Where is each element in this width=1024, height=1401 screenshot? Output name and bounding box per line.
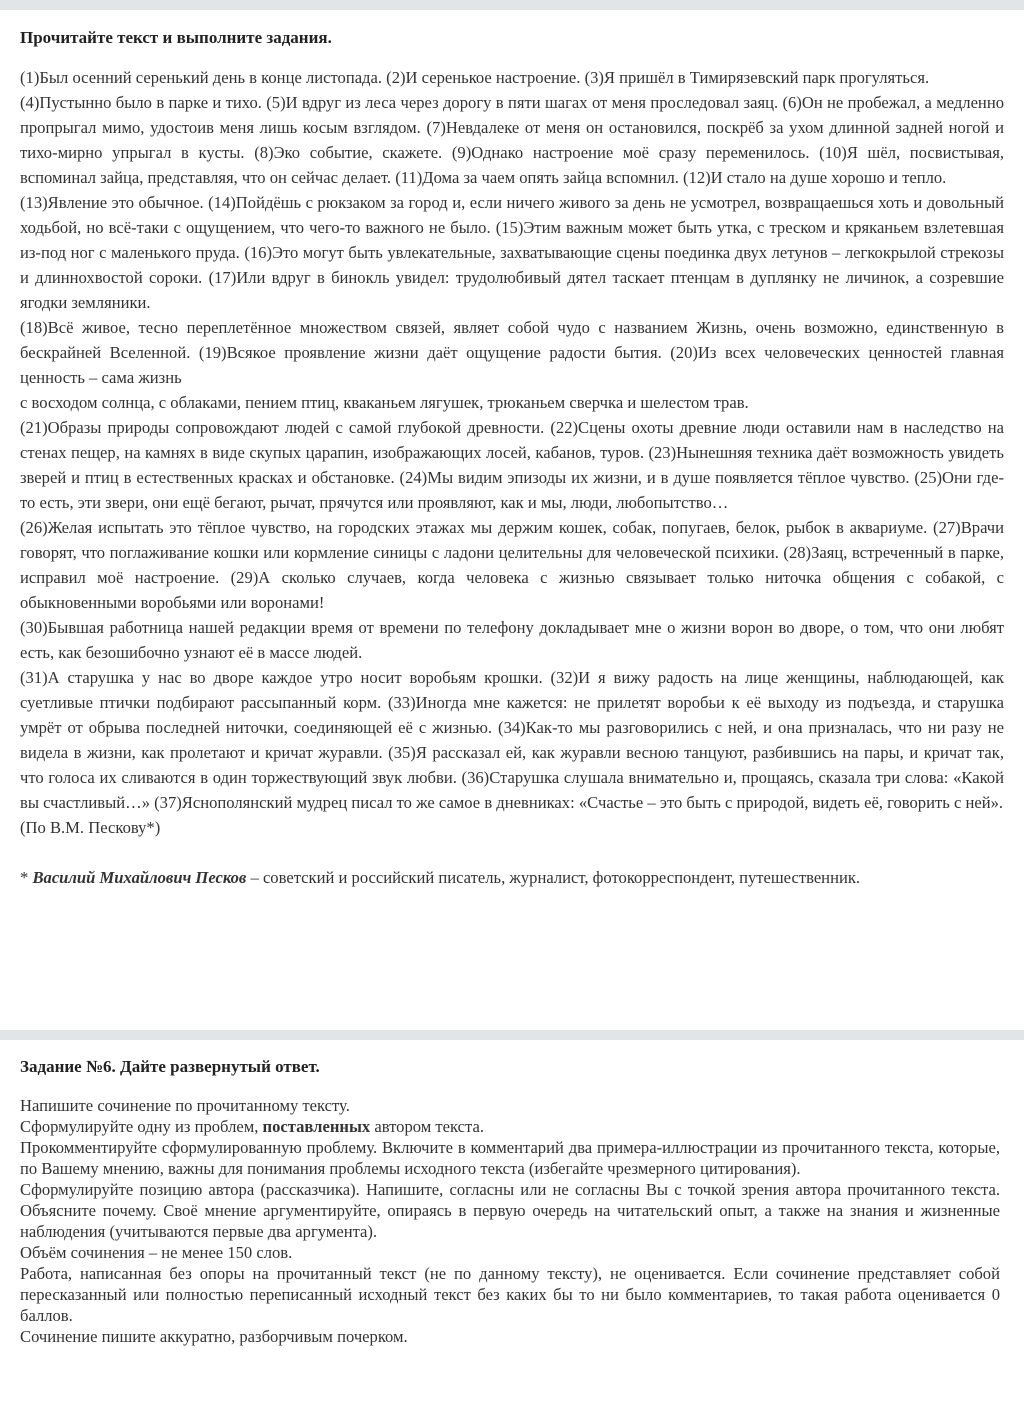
footnote-description: – советский и российский писатель, журналист, фотокорреспондент, путешественник. <box>246 868 861 887</box>
task-instruction: Объём сочинения – не менее 150 слов. <box>20 1243 293 1262</box>
top-divider-bar <box>0 0 1024 10</box>
reading-text-section <box>0 10 1024 890</box>
section-heading: Прочитайте текст и выполните задания. <box>20 28 332 47</box>
footnote-marker: * <box>20 868 33 887</box>
instruction-text: автором текста. <box>370 1117 484 1136</box>
text-paragraph: (21)Образы природы сопровождают людей с самой глубокой древности. (22)Сцены охоты древние люди оставили нам в наследство на стенах пещер, на камнях в виде скупых царапин, изображающих лосей, кабанов, туров. (23)Нынешняя техника даёт возможность увидеть зверей и птиц в естественных красках и обстановке. (24)Мы видим эпизоды их жизни, и в душе появляется тёплое чувство. (25)Они где-то есть, эти звери, они ещё бегают, рычат, прячутся или проявляют, как и мы, люди, любопытство… <box>20 418 1004 512</box>
task-instruction: Напишите сочинение по прочитанному тексту. <box>20 1096 350 1115</box>
text-source: (По В.М. Пескову*) <box>20 818 161 837</box>
reading-text <box>20 65 1004 840</box>
instruction-bold-text: поставленных <box>262 1117 371 1136</box>
instruction-text: Сформулируйте одну из проблем, <box>20 1117 263 1136</box>
text-paragraph: (31)А старушка у нас во дворе каждое утро носит воробьям крошки. (32)И я вижу радость на лице женщины, наблюдающей, как суетливые птички подбирают рассыпанный корм. (33)Иногда мне кажется: не прилетят воробьи к её выходу из подъезда, и старушка умрёт от обрыва последней ниточки, соединяющей её с жизнью. (34)Как-то мы разговорились с ней, и она призналась, что ни разу не видела в жизни, как пролетают и кричат журавли. (35)Я рассказал ей, как журавли весною танцуют, разбившись на пары, и кричат так, что голоса их сливаются в один торжествующий звук любви. (36)Старушка слушала внимательно и, прощаясь, сказала три слова: «Какой вы счастливый…» (37)Яснополянский мудрец писал то же самое в дневниках: «Счастье – это быть с природой, видеть её, говорить с ней». <box>20 668 1004 812</box>
task-heading: Задание №6. Дайте развернутый ответ. <box>20 1057 320 1076</box>
text-paragraph: (26)Желая испытать это тёплое чувство, на городских этажах мы держим кошек, собак, попугаев, белок, рыбок в аквариуме. (27)Врачи говорят, что поглаживание кошки или кормление синицы с ладони целительны для человеческой психики. (28)Заяц, встреченный в парке, исправил моё настроение. (29)А сколько случаев, когда человека с жизнью связывает только ниточка общения с собакой, с обыкновенными воробьями или воронами! <box>20 518 1004 612</box>
task-instruction: Работа, написанная без опоры на прочитанный текст (не по данному тексту), не оценивается. Если сочинение представляет собой пересказанный или полностью переписанный исходный текст без каких бы то ни было комментариев, то такая работа оценивается 0 баллов. <box>20 1264 1000 1325</box>
author-footnote <box>20 865 1004 890</box>
task-instruction: Сочинение пишите аккуратно, разборчивым почерком. <box>20 1327 408 1346</box>
section-divider-bar <box>0 1030 1024 1040</box>
text-paragraph: (13)Явление это обычное. (14)Пойдёшь с рюкзаком за город и, если ничего живого за день не усмотрел, возвращаешься хоть и довольный ходьбой, но всё-таки с ощущением, что чего-то важного не было. (15)Этим важным может быть утка, с треском и кряканьем взлетевшая из-под ног с маленького пруда. (16)Это могут быть увлекательные, захватывающие сцены поединка двух летунов – легкокрылой стрекозы и длиннохвостой сороки. (17)Или вдруг в бинокль увидел: трудолюбивый дятел таскает птенцам в дуплянку не личинок, а созревшие ягодки земляники. <box>20 193 1004 312</box>
text-paragraph: (4)Пустынно было в парке и тихо. (5)И вдруг из леса через дорогу в пяти шагах от меня проследовал заяц. (6)Он не пробежал, а медленно пропрыгал мимо, удостоив меня лишь косым взглядом. (7)Невдалеке от меня он остановился, поскрёб за ухом длинной задней ногой и тихо-мирно упрыгал в кусты. (8)Эко событие, скажете. (9)Однако настроение моё сразу переменилось. (10)Я шёл, посвистывая, вспоминал зайца, представляя, что он сейчас делает. (11)Дома за чаем опять зайца вспомнил. (12)И стало на душе хорошо и тепло. <box>20 93 1004 187</box>
task-instruction <box>20 1116 1000 1137</box>
text-paragraph: с восходом солнца, с облаками, пением птиц, кваканьем лягушек, трюканьем сверчка и шелестом трав. <box>20 393 749 412</box>
task-instruction: Прокомментируйте сформулированную проблему. Включите в комментарий два примера-иллюстрации из прочитанного текста, которые, по Вашему мнению, важны для понимания проблемы исходного текста (избегайте чрезмерного цитирования). <box>20 1138 1000 1178</box>
text-paragraph: (30)Бывшая работница нашей редакции время от времени по телефону докладывает мне о жизни ворон во дворе, о том, что они любят есть, как безошибочно узнают её в массе людей. <box>20 618 1004 662</box>
text-paragraph: (18)Всё живое, тесно переплетённое множеством связей, являет собой чудо с названием Жизнь, очень возможно, единственную в бескрайней Вселенной. (19)Всякое проявление жизни даёт ощущение радости бытия. (20)Из всех человеческих ценностей главная ценность – сама жизнь <box>20 318 1004 387</box>
task-section <box>20 1057 1000 1347</box>
task-instruction: Сформулируйте позицию автора (рассказчика). Напишите, согласны или не согласны Вы с точкой зрения автора прочитанного текста. Объясните почему. Своё мнение аргументируйте, опираясь в первую очередь на читательский опыт, а также на знания и жизненные наблюдения (учитываются первые два аргумента). <box>20 1180 1000 1241</box>
text-paragraph: (1)Был осенний серенький день в конце листопада. (2)И серенькое настроение. (3)Я пришёл в Тимирязевский парк прогуляться. <box>20 68 930 87</box>
footnote-author-name: Василий Михайлович Песков <box>32 868 247 887</box>
